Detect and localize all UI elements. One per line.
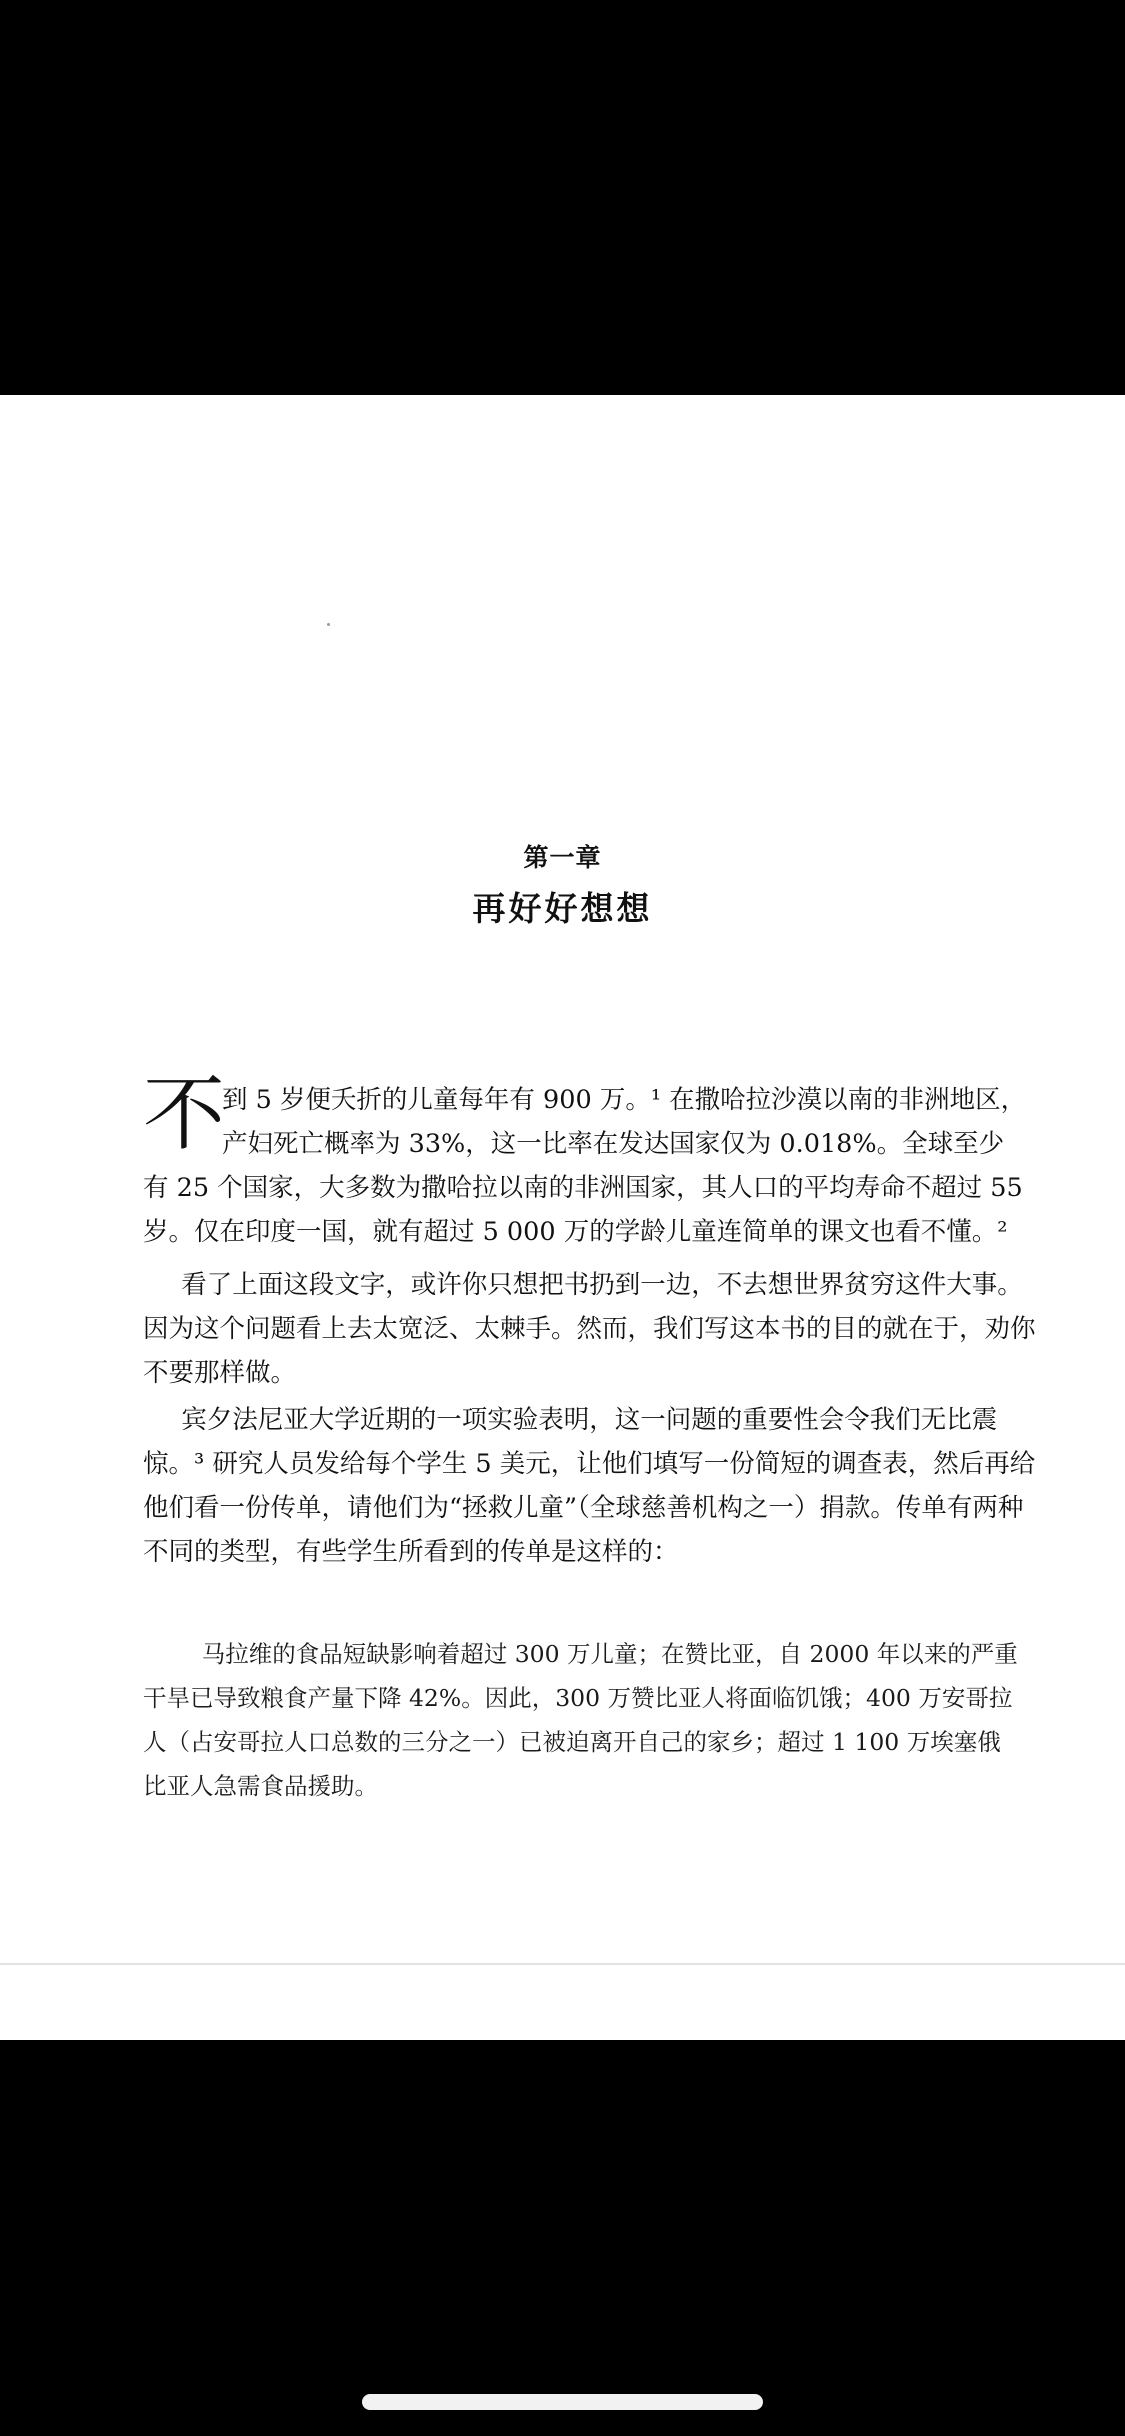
top-black-bar <box>0 0 1125 395</box>
paragraph-3-text: 宾夕法尼亚大学近期的一项实验表明，这一问题的重要性会令我们无比震惊。³ 研究人员发给每个学生 5 美元，让他们填写一份简短的调查表，然后再给他们看一份传单，请他们为“拯救儿童”（全球慈善机构之一）捐款。传单有两种不同的类型，有些学生所看到的传单是这样的： <box>143 1405 1036 1567</box>
block-quote <box>143 1632 1023 1808</box>
chapter-number: 第一章 <box>523 843 602 872</box>
drop-cap: 不 <box>143 1067 226 1162</box>
paragraph-1-lead <box>222 1078 1072 1166</box>
book-page <box>0 395 1125 2040</box>
paragraph-1-line-2: 产妇死亡概率为 33%，这一比率在发达国家仅为 0.018%。全球至少 <box>222 1129 1005 1159</box>
paragraph-2 <box>143 1263 1043 1395</box>
paragraph-2-text: 看了上面这段文字，或许你只想把书扔到一边，不去想世界贫穷这件大事。因为这个问题看上去太宽泛、太棘手。然而，我们写这本书的目的就在于，劝你不要那样做。 <box>143 1270 1036 1388</box>
paragraph-1-line-1: 到 5 岁便夭折的儿童每年有 900 万。¹ 在撒哈拉沙漠以南的非洲地区， <box>222 1085 1027 1115</box>
block-quote-text: 马拉维的食品短缺影响着超过 300 万儿童；在赞比亚，自 2000 年以来的严重干旱已导致粮食产量下降 42%。因此，300 万赞比亚人将面临饥饿；400 万安哥拉人（占安哥拉人口总数的三分之一）已被迫离开自己的家乡；超过 1 100 万埃塞俄比亚人急需食品援助。 <box>143 1640 1018 1800</box>
bottom-black-bar <box>0 2040 1125 2436</box>
scan-speck <box>327 623 330 626</box>
paragraph-3 <box>143 1398 1043 1574</box>
paragraph-1-rest: 有 25 个国家，大多数为撒哈拉以南的非洲国家，其人口的平均寿命不超过 55 岁。仅在印度一国，就有超过 5 000 万的学龄儿童连简单的课文也看不懂。² <box>143 1173 1023 1247</box>
chapter-title: 再好好想想 <box>472 889 653 928</box>
page-bottom-rule <box>0 1963 1125 1965</box>
home-indicator[interactable] <box>362 2394 763 2410</box>
